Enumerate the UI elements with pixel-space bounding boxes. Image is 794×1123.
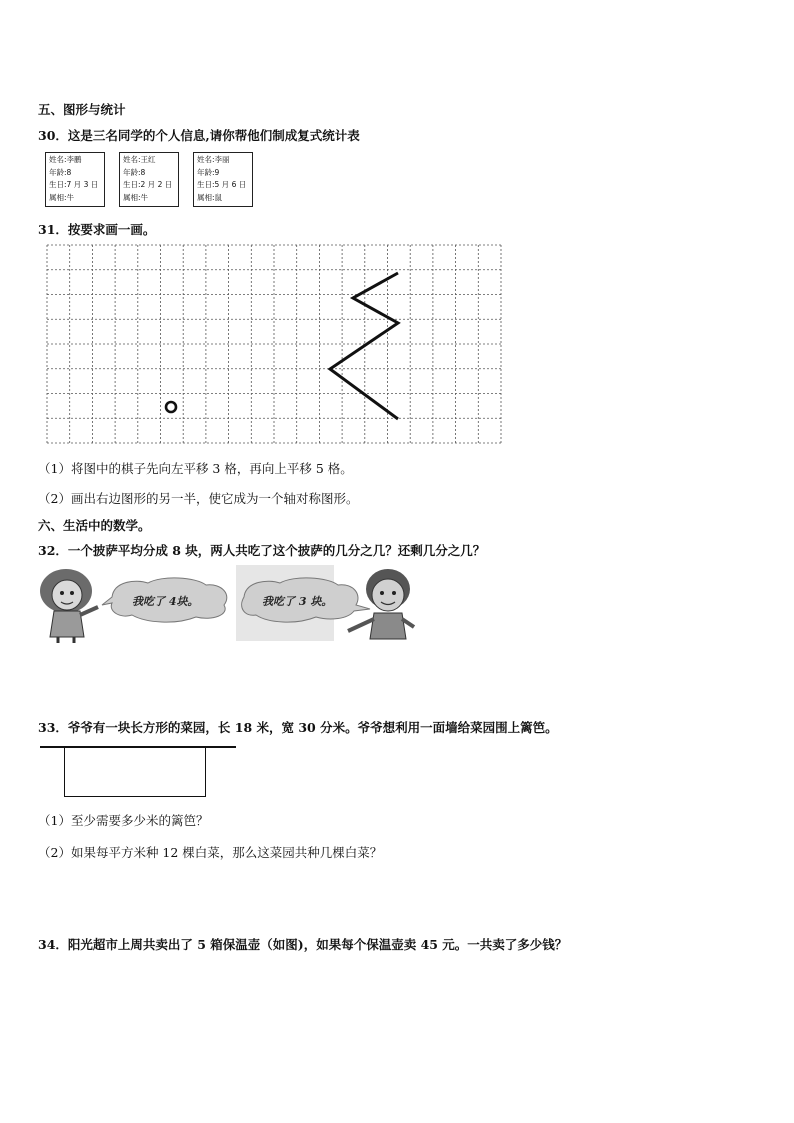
- card-age: 年龄:8: [49, 167, 72, 177]
- question-30: 30．这是三名同学的个人信息,请你帮他们制成复式统计表: [38, 128, 360, 143]
- question-33-sub-2: （2）如果每平方米种 12 棵白菜，那么这菜园共种几棵白菜？: [38, 845, 383, 860]
- card-birthday: 生日:5 月 6 日: [197, 180, 247, 189]
- question-31-sub-2: （2）画出右边图形的另一半，使它成为一个轴对称图形。: [38, 491, 359, 506]
- boy-illustration: [348, 569, 414, 639]
- card-age: 年龄:9: [197, 167, 220, 177]
- card-zodiac: 属相:牛: [49, 192, 75, 202]
- card-birthday: 生日:2 月 2 日: [123, 180, 173, 189]
- card-age: 年龄:8: [123, 167, 146, 177]
- info-card-1: [45, 152, 105, 207]
- question-31-sub-1: （1）将图中的棋子先向左平移 3 格，再向上平移 5 格。: [38, 461, 353, 476]
- card-name: 姓名:王红: [123, 155, 156, 164]
- card-name: 姓名:李鹏: [49, 155, 82, 164]
- card-zodiac: 属相:鼠: [197, 192, 223, 202]
- bubble-text-girl: 我吃了 4块。: [132, 595, 199, 608]
- info-card-3: [193, 152, 253, 207]
- question-33: 33．爷爷有一块长方形的菜园，长 18 米，宽 30 分米。爷爷想利用一面墙给菜园围上篱笆。: [38, 720, 558, 735]
- question-32: 32．一个披萨平均分成 8 块，两人共吃了这个披萨的几分之几？还剩几分之几？: [38, 543, 486, 558]
- children-illustration: [36, 565, 418, 645]
- question-31: 31．按要求画一画。: [38, 222, 156, 237]
- girl-illustration: [40, 569, 98, 643]
- section-title-6: 六、生活中的数学。: [38, 518, 151, 533]
- speech-bubble-girl: [102, 578, 227, 622]
- card-zodiac: 属相:牛: [123, 192, 149, 202]
- question-33-sub-1: （1）至少需要多少米的篱笆？: [38, 813, 209, 828]
- bubble-text-boy: 我吃了 3 块。: [262, 595, 333, 608]
- question-34: 34．阳光超市上周共卖出了 5 箱保温壶（如图)，如果每个保温壶卖 45 元。一共卖了多少钱？: [38, 937, 568, 952]
- card-name: 姓名:李丽: [197, 155, 230, 164]
- chess-piece: [166, 402, 176, 412]
- garden-rectangle: [64, 748, 206, 797]
- info-card-2: [119, 152, 179, 207]
- section-title-5: 五、图形与统计: [38, 102, 126, 117]
- drawing-grid: [46, 244, 502, 444]
- card-birthday: 生日:7 月 3 日: [49, 180, 99, 189]
